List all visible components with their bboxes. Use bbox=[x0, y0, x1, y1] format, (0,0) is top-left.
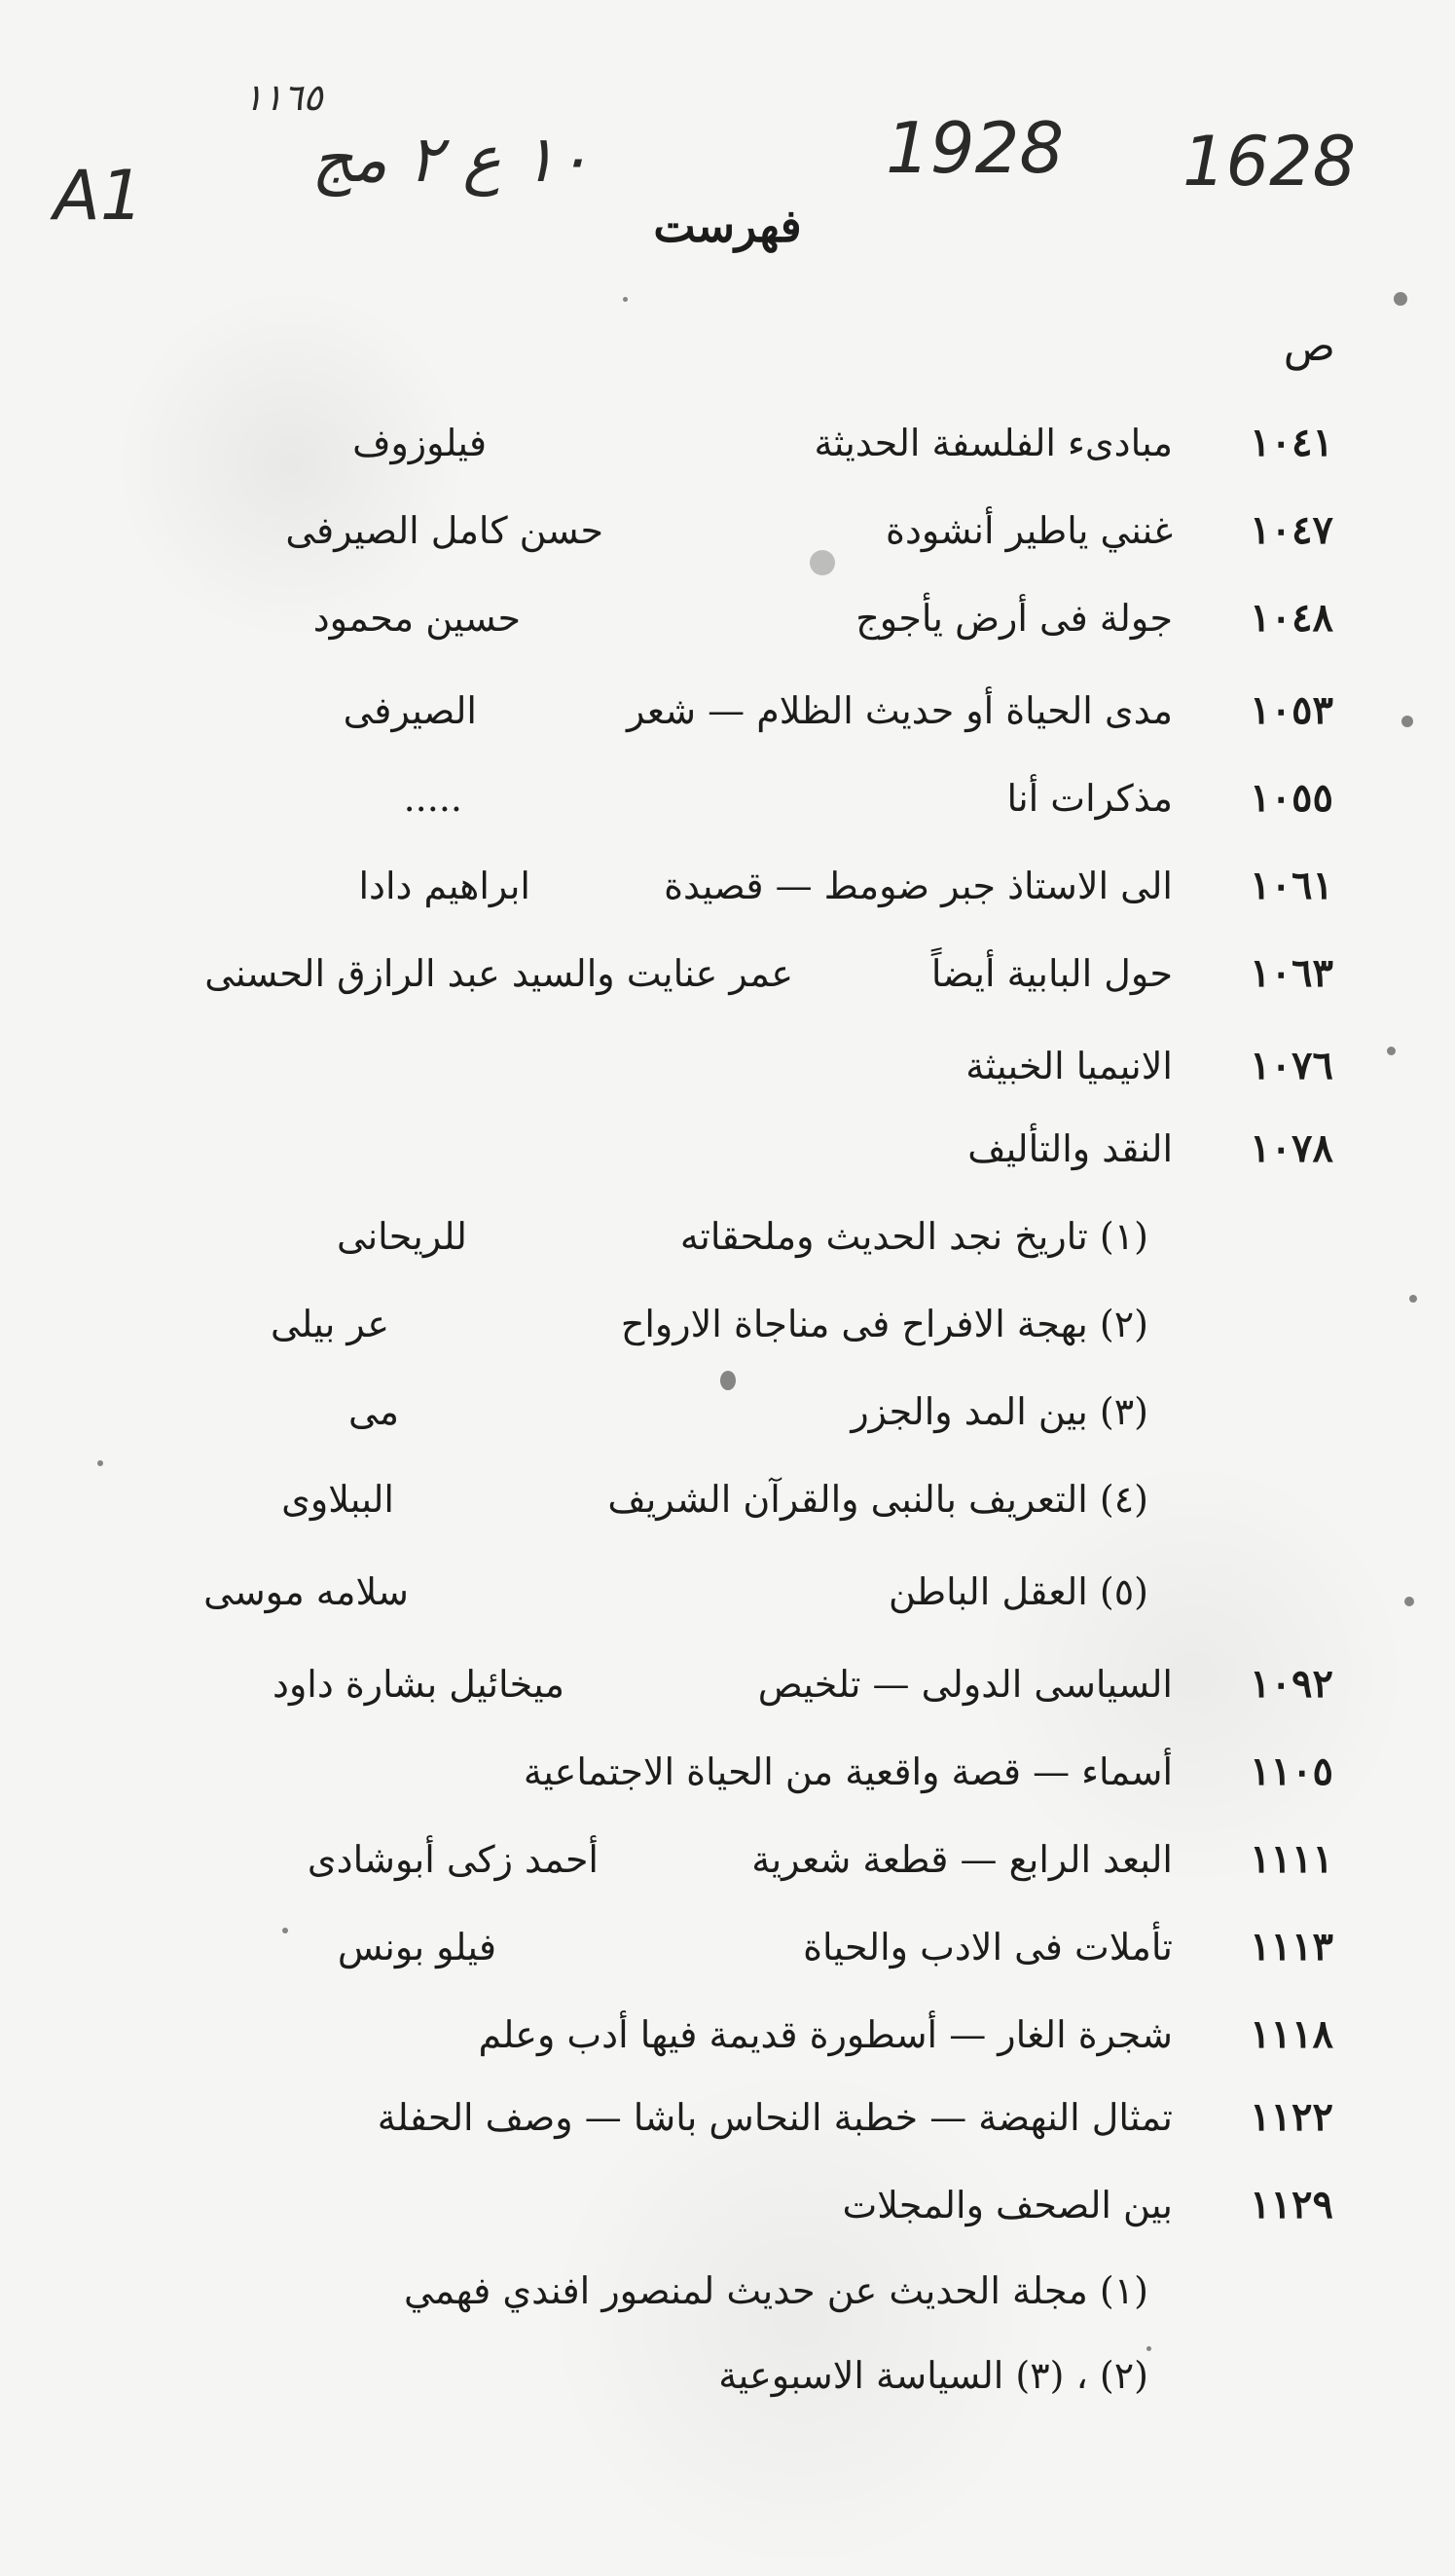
toc-author: ميخائيل بشارة داود bbox=[273, 1663, 564, 1706]
toc-title: جولة فى أرض يأجوج bbox=[855, 597, 1173, 640]
toc-author: حسين محمود bbox=[312, 597, 521, 640]
toc-page-number: ١١٢٢ bbox=[1250, 2094, 1333, 2140]
toc-entry bbox=[0, 409, 1455, 477]
ink-speck bbox=[623, 297, 628, 302]
toc-title: غنني ياطير أنشودة bbox=[886, 509, 1173, 552]
small-number-annotation: ١١٦٥ bbox=[243, 76, 323, 119]
year-annotation: 1928 bbox=[886, 107, 1065, 189]
toc-subentry bbox=[0, 1290, 1455, 1358]
toc-page-number: ١١١٨ bbox=[1250, 2011, 1333, 2057]
toc-page-number: ١٠٥٥ bbox=[1250, 775, 1333, 821]
toc-page-number: ١١٢٩ bbox=[1250, 2182, 1333, 2227]
toc-subentry bbox=[0, 1202, 1455, 1270]
toc-page-number: ١١١١ bbox=[1250, 1836, 1333, 1882]
page-column-label: ص bbox=[1283, 321, 1335, 371]
toc-title: حول البابية أيضاً bbox=[930, 952, 1173, 995]
toc-author: عر بيلى bbox=[270, 1303, 389, 1345]
toc-author: ..... bbox=[403, 777, 462, 820]
toc-title: (١) مجلة الحديث عن حديث لمنصور افندي فهمي bbox=[403, 2269, 1148, 2312]
toc-title: الى الاستاذ جبر ضومط — قصيدة bbox=[664, 865, 1173, 907]
toc-title: بين الصحف والمجلات bbox=[842, 2184, 1173, 2226]
toc-page-number: ١٠٦٣ bbox=[1250, 950, 1333, 996]
toc-author: فيلو بونس bbox=[337, 1926, 496, 1969]
toc-title: (٥) العقل الباطن bbox=[888, 1570, 1148, 1613]
toc-author: الصيرفى bbox=[343, 689, 477, 732]
toc-subentry bbox=[0, 1378, 1455, 1446]
toc-subentry bbox=[0, 1465, 1455, 1533]
toc-entry bbox=[0, 2083, 1455, 2152]
toc-title: شجرة الغار — أسطورة قديمة فيها أدب وعلم bbox=[478, 2013, 1173, 2056]
toc-author: ابراهيم دادا bbox=[358, 865, 530, 907]
index-annotation: ١٠ ع ٢ مج bbox=[311, 122, 591, 197]
shelf-number-annotation: 1628 bbox=[1182, 122, 1357, 202]
toc-title: أسماء — قصة واقعية من الحياة الاجتماعية bbox=[523, 1750, 1173, 1793]
toc-title: مدى الحياة أو حديث الظلام — شعر bbox=[626, 689, 1173, 732]
toc-page-number: ١١٠٥ bbox=[1250, 1748, 1333, 1794]
toc-title: مذكرات أنا bbox=[1006, 777, 1173, 820]
toc-title: (٢) بهجة الافراح فى مناجاة الارواح bbox=[620, 1303, 1148, 1345]
toc-title: (٢) ، (٣) السياسة الاسبوعية bbox=[718, 2354, 1148, 2397]
toc-entry bbox=[0, 1032, 1455, 1100]
toc-entry bbox=[0, 497, 1455, 565]
toc-title: (٣) بين المد والجزر bbox=[851, 1390, 1148, 1433]
toc-subentry bbox=[0, 1558, 1455, 1626]
toc-page-number: ١٠٧٦ bbox=[1250, 1043, 1333, 1088]
toc-subentry bbox=[0, 2257, 1455, 2325]
toc-entry bbox=[0, 1650, 1455, 1718]
toc-page-number: ١٠٤٨ bbox=[1250, 595, 1333, 641]
toc-title: الانيميا الخبيثة bbox=[965, 1045, 1173, 1087]
toc-title: (١) تاريخ نجد الحديث وملحقاته bbox=[679, 1215, 1148, 1258]
toc-entry bbox=[0, 584, 1455, 652]
toc-subentry bbox=[0, 2341, 1455, 2410]
toc-entry bbox=[0, 677, 1455, 745]
toc-entry bbox=[0, 2171, 1455, 2239]
toc-entry bbox=[0, 1738, 1455, 1806]
toc-page-number: ١٠٤١ bbox=[1250, 420, 1333, 465]
toc-entry bbox=[0, 2001, 1455, 2069]
toc-author: للريحانى bbox=[336, 1215, 467, 1258]
toc-author: فيلوزوف bbox=[352, 422, 487, 464]
toc-entry bbox=[0, 764, 1455, 832]
toc-title: تمثال النهضة — خطبة النحاس باشا — وصف الحفلة bbox=[377, 2096, 1173, 2139]
toc-title: (٤) التعريف بالنبى والقرآن الشريف bbox=[607, 1478, 1148, 1521]
toc-author: سلامه موسى bbox=[203, 1570, 409, 1613]
toc-entry bbox=[0, 1825, 1455, 1894]
ink-speck bbox=[1394, 292, 1407, 306]
toc-page-number: ١٠٧٨ bbox=[1250, 1125, 1333, 1171]
toc-author: مى bbox=[347, 1390, 399, 1433]
toc-author: الببلاوى bbox=[281, 1478, 394, 1521]
toc-title: مبادىء الفلسفة الحديثة bbox=[814, 422, 1173, 464]
catalog-annotation: A1 bbox=[54, 156, 144, 236]
toc-author: أحمد زكى أبوشادى bbox=[307, 1838, 599, 1881]
toc-page-number: ١٠٦١ bbox=[1250, 863, 1333, 908]
toc-author: عمر عنايت والسيد عبد الرازق الحسنى bbox=[204, 952, 793, 995]
toc-page-number: ١١١٣ bbox=[1250, 1924, 1333, 1969]
toc-page-number: ١٠٤٧ bbox=[1250, 507, 1333, 553]
toc-entry bbox=[0, 852, 1455, 920]
toc-title: تأملات فى الادب والحياة bbox=[803, 1926, 1173, 1969]
toc-page-number: ١٠٥٣ bbox=[1250, 687, 1333, 733]
toc-entry bbox=[0, 1913, 1455, 1981]
toc-title: السياسى الدولى — تلخيص bbox=[757, 1663, 1173, 1706]
toc-entry bbox=[0, 1115, 1455, 1183]
toc-author: حسن كامل الصيرفى bbox=[285, 509, 603, 552]
toc-title: النقد والتأليف bbox=[967, 1127, 1173, 1170]
toc-entry bbox=[0, 939, 1455, 1008]
page-title: فهرست bbox=[653, 200, 802, 252]
toc-page-number: ١٠٩٢ bbox=[1250, 1661, 1333, 1707]
toc-title: البعد الرابع — قطعة شعرية bbox=[751, 1838, 1173, 1881]
